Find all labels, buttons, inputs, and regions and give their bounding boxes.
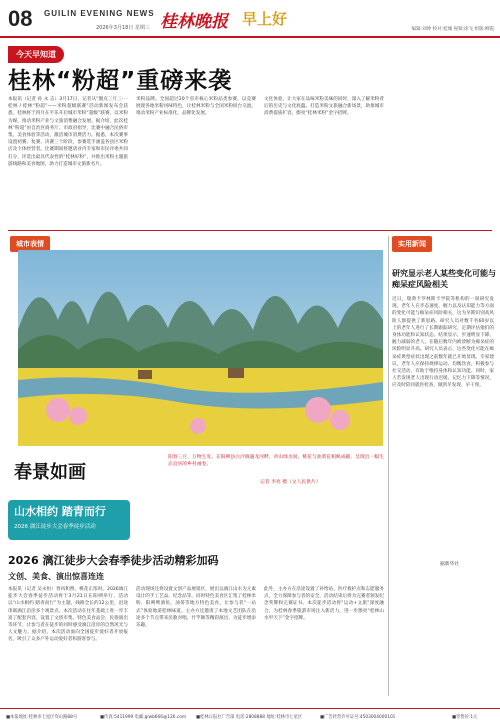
feature-col2: 活动现场还将设置文创产品展销区，展出以漓江山水为元素设计的手工艺品、纪念品等。同时特色美食区汇集了桂林米粉、阳朔啤酒鱼、油茶等地方特色美食，让参与者“一站式”体验地道桂林味道。主办方还邀请了本地文艺团队在沿途多个节点带来民歌对唱、竹竿舞等精彩演出，为徒步增添乐趣。 (136, 587, 256, 629)
newspaper-logo: 桂林晚报 (160, 12, 228, 32)
logo-tagline: 早上好 (242, 10, 288, 28)
feature-headline: 2026 漓江徒步大会春季徒步活动精彩加码 (8, 554, 219, 567)
issue-date: 2026年3月18日 星期三 (96, 25, 150, 31)
right-article-title: 研究显示老人某些变化可能与痴呆症风险相关 (392, 269, 496, 289)
photo-title: 春景如画 (14, 462, 86, 483)
column-divider (388, 236, 389, 696)
masthead (0, 0, 500, 38)
paper-name: GUILIN EVENING NEWS (44, 9, 155, 18)
feature-col3: 此外，主办方在沿途设置了补给站、医疗救护点和志愿服务点，全力保障参与者的安全。活动结束后将为完赛者颁发纪念奖牌和完赛证书。本次徒步活动将“运动+文旅”深度融合，为桂林春季旅游市场注入新活力，进一步擦亮“桂林山水甲天下”金字招牌。 (264, 587, 384, 621)
banner-subtitle: 2026 漓江徒步大会春季徒步活动 (14, 524, 96, 530)
landscape-photo (18, 250, 383, 446)
lead-article-col2: 米粉品牌。全国超过20个省市核心米粉品类参赛，以竞赛展现各地米粉风味特色，让桂林米粉与全国米粉同台交流，推动米粉产业标准化、品牌化发展。 (136, 97, 256, 117)
right-article-source: 据新华社 (440, 562, 460, 567)
footer-license: ■广告经营许可证号:4503004000101 (320, 715, 396, 720)
lead-article-col1: 本报讯（记者 孙 永 志）3月17日，记者从“圈点三月三·一桂林 / 桂林“粉超”——米粉超级联赛”活动新闻发布会获悉，桂林将于四月在平乐开启城市米粉“超级”联赛，以米粉为媒，推动米粉产业与文旅消费融合发展。据介绍，此次桂林“粉超”由自治区商务厅、市政府指导，比赛中融合民俗市集、美食体验等活动，激活城市消费活力。据悉，本次赛事设置初赛、复赛、决赛三个阶段，参赛选手涵盖各县区米粉店及个体经营者。比赛期间将邀请业内专家和市民评委共同打分，评选出最具代表性的“桂林好粉”，并推出米粉主题旅游线路和美食地图，助力打造城市文旅新名片。 (8, 97, 128, 167)
footer-address: ■本报地址:桂林市七星区穿山路88号 (6, 715, 78, 720)
footer-ads: ■桂林日报社广告部 电话:2808888 地址:桂林市七星区 (196, 715, 303, 720)
city-section-tag: 城市表情 (10, 236, 50, 252)
photo-credit: 记者 李亮 摄（文人民供片） (260, 480, 321, 485)
editor-credits: 编辑:刘坤 校对:桂城 视频:徐飞 组版:柳霞 (411, 27, 494, 32)
right-article-body: 近日，瑞典卡罗林斯卡学院等机构的一项研究发现，老年人在步态速度、握力以及认知能力等方面的变化可能与痴呆症风险相关，这为早期识别高风险人群提供了新思路。研究人员对数千名60岁以上的老年人进行了长期跟踪研究，定期评估他们的身体功能和认知状态。结果显示，步速明显下降、握力减弱的老人，在随后数年内被诊断为痴呆症的风险明显升高。研究人员表示，这些变化可能在痴呆症典型症状出现之前数年就已开始显现。专家建议，老年人应保持规律运动、均衡饮食，积极参与社交活动，有助于维持身体和认知功能。同时，家人若发现老人出现行动迟缓、记忆力下降等情况，应及时陪同就医检查，做到早发现、早干预。 (392, 297, 494, 389)
photo-caption: 阳春三月，万物生发。在阳朔县白沙镇遇龙河畔，青山绿水间，桃花与油菜花相映成趣，呈现出一幅生态宜居的乡村画卷。 (168, 455, 384, 467)
feature-deck: 文创、美食、演出惊喜连连 (8, 572, 104, 581)
section-tag: 今天早知道 (8, 46, 64, 63)
page-footer (0, 708, 500, 724)
lead-article-col3: 文化体验，让大家在品味米粉美味的同时，深入了解米粉背后的历史与文化底蕴。打造米粉文旅融合新场景，助推城市消费提质扩容，擦亮“桂林米粉”金字招牌。 (264, 97, 384, 117)
utility-section-tag: 实用新闻 (392, 236, 432, 252)
karst-landscape-illustration (18, 250, 383, 446)
section-divider (8, 230, 492, 231)
footer-contact: ■传真:5411999 电邮:glwb666@126.com (100, 715, 187, 720)
event-banner (8, 500, 130, 540)
banner-title: 山水相约 踏青而行 (14, 505, 106, 518)
footer-price: ■零售价:1元 (452, 715, 478, 720)
feature-col1: 本报讯（记者 吴永恒）春风和煦，桃花正浓时。2026漓江徒步大会春季徒步活动将于3月21日在阳朔举行，活动以“山水相约 踏青而行”为主题，线路全长约12公里，沿途串联漓江沿岸多个观景点。本次活动在往年基础上进一步丰富了配套内容，设置了文创市集、特色美食品尝、民俗演出等环节，让参与者在徒步的同时感受漓江沿岸的自然风光与人文魅力。据介绍，本次活动面向全国徒步爱好者开放报名，吸引了众多户外运动爱好者和游客参与。 (8, 587, 128, 643)
page-number: 08 (8, 6, 33, 31)
lead-headline: 桂林“粉超”重磅来袭 (8, 68, 233, 94)
